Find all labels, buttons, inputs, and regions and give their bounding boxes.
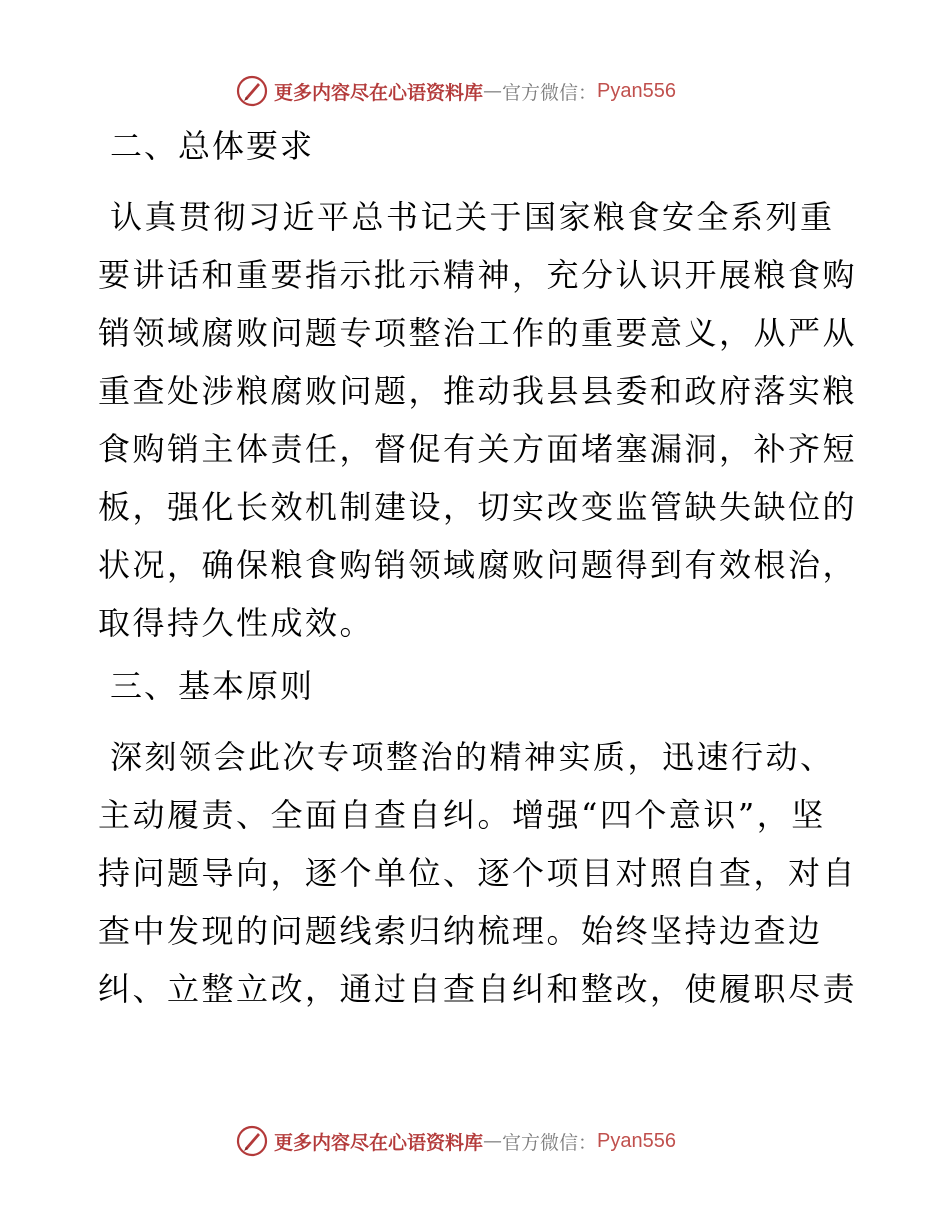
section-heading: 二、总体要求 — [110, 127, 315, 165]
quill-pen-logo-icon — [236, 1125, 268, 1157]
watermark-separator: — — [483, 80, 503, 102]
header-watermark — [236, 74, 676, 108]
section-paragraph — [98, 728, 858, 1018]
paragraph-line: 食购销主体责任，督促有关方面堵塞漏洞，补齐短 — [98, 430, 858, 468]
paragraph-line: 要讲话和重要指示批示精神，充分认识开展粮食购 — [98, 256, 858, 294]
paragraph-line: 持问题导向，逐个单位、逐个项目对照自查，对自 — [98, 854, 858, 892]
paragraph-line: 重查处涉粮腐败问题，推动我县县委和政府落实粮 — [98, 372, 858, 410]
paragraph-line: 深刻领会此次专项整治的精神实质，迅速行动、 — [110, 738, 835, 776]
quill-pen-logo-icon — [236, 75, 268, 107]
paragraph-line: 认真贯彻习近平总书记关于国家粮食安全系列重 — [110, 198, 835, 236]
section-heading: 三、基本原则 — [110, 667, 315, 705]
paragraph-line: 销领域腐败问题专项整治工作的重要意义，从严从 — [98, 314, 858, 352]
section-paragraph — [98, 188, 858, 652]
watermark-separator: — — [483, 1130, 503, 1152]
paragraph-line: 查中发现的问题线索归纳梳理。始终坚持边查边 — [98, 912, 823, 950]
watermark-account-label: 官方微信： — [502, 1131, 598, 1154]
paragraph-line: 纠、立整立改，通过自查自纠和整改，使履职尽责 — [98, 970, 858, 1008]
document-body — [98, 118, 858, 1024]
footer-watermark — [236, 1124, 676, 1158]
paragraph-line: 板，强化长效机制建设，切实改变监管缺失缺位的 — [98, 488, 858, 526]
watermark-account-label: 官方微信： — [502, 81, 598, 104]
watermark-account-id: Pyan556 — [597, 79, 676, 102]
paragraph-line: 取得持久性成效。 — [98, 604, 375, 642]
watermark-account-id: Pyan556 — [597, 1129, 676, 1152]
paragraph-line: 状况，确保粮食购销领域腐败问题得到有效根治， — [98, 546, 858, 584]
paragraph-line: 主动履责、全面自查自纠。增强“四个意识”，坚 — [98, 796, 826, 834]
watermark-main-text: 更多内容尽在心语资料库 — [274, 1131, 484, 1154]
watermark-main-text: 更多内容尽在心语资料库 — [274, 81, 484, 104]
